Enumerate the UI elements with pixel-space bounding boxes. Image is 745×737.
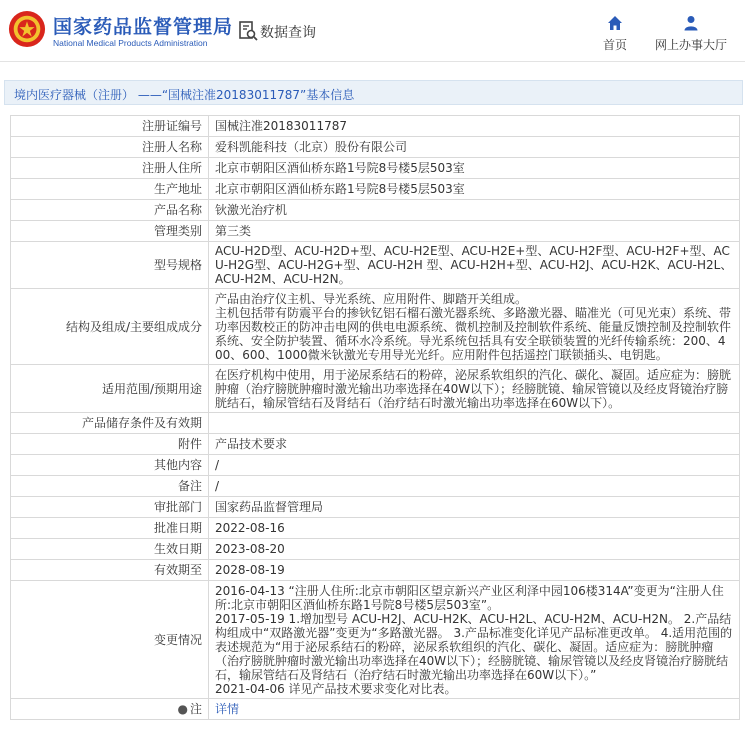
bullet-icon: ●	[177, 702, 188, 716]
table-row	[11, 581, 740, 699]
table-row	[11, 434, 740, 455]
table-row	[11, 289, 740, 365]
nav-online-hall[interactable]	[651, 15, 731, 53]
note-value-cell	[209, 699, 740, 720]
field-label: 产品名称	[11, 200, 209, 221]
note-label: 注	[189, 702, 202, 716]
field-label: 审批部门	[11, 497, 209, 518]
table-row	[11, 539, 740, 560]
field-value: 2022-08-16	[209, 518, 740, 539]
nav-home[interactable]	[595, 15, 635, 53]
home-icon	[607, 15, 623, 31]
table-row	[11, 413, 740, 434]
table-row	[11, 497, 740, 518]
field-value: 第三类	[209, 221, 740, 242]
field-value: 国械注准20183011787	[209, 116, 740, 137]
field-label: 注册人名称	[11, 137, 209, 158]
table-row	[11, 158, 740, 179]
data-query-title: 数据查询	[260, 25, 316, 41]
breadcrumb	[4, 80, 743, 105]
details-link[interactable]: 详情	[215, 702, 240, 716]
field-value: 产品由治疗仪主机、导光系统、应用附件、脚踏开关组成。 主机包括带有防震平台的掺钬钇铝石榴石激光器系统、多路激光器、瞄准光（可见光束）系统、带功率因数校正的防冲击电网的供电电源系统、微机控制及控制软件系统、能量反馈控制及控制软件系统、安全防护装置、循环水冷系统。导光系统包括具有安全联锁装置的光纤传输系统：200、400、600、1000微米钬激光专用导光光纤。应用附件包括遥控门联锁插头、电钥匙。	[209, 289, 740, 365]
field-label: 结构及组成/主要组成成分	[11, 289, 209, 365]
field-value: ACU-H2D型、ACU-H2D+型、ACU-H2E型、ACU-H2E+型、ACU-H2F型、ACU-H2F+型、ACU-H2G型、ACU-H2G+型、ACU-H2H 型、ACU-H2H+型、ACU-H2J、ACU-H2K、ACU-H2L、ACU-H2M、ACU-H2N。	[209, 242, 740, 289]
table-row	[11, 455, 740, 476]
detail-table	[10, 115, 740, 720]
field-value: 2023-08-20	[209, 539, 740, 560]
table-row	[11, 200, 740, 221]
note-label-cell	[11, 699, 209, 720]
field-label: 注册人住所	[11, 158, 209, 179]
field-label: 产品储存条件及有效期	[11, 413, 209, 434]
field-label: 其他内容	[11, 455, 209, 476]
site-title: 国家药品监督管理局	[53, 16, 234, 38]
field-value: 钬激光治疗机	[209, 200, 740, 221]
table-row	[11, 476, 740, 497]
table-row	[11, 518, 740, 539]
field-value: 2016-04-13 “注册人住所:北京市朝阳区望京新兴产业区利泽中园106楼314A”变更为“注册人住所:北京市朝阳区酒仙桥东路1号院8号楼5层503室”。 2017-05-19 1.增加型号 ACU-H2J、ACU-H2K、ACU-H2L、ACU-H2M、ACU-H2N。 2.产品结构组成中“双路激光器”变更为“多路激光器。 3.产品标准变化详见产品标准更改单。 4.适用范围的表述规范为“用于泌尿系结石的粉碎，泌尿系软组织的汽化、碳化、凝固。适应症为：膀胱肿瘤（治疗膀胱肿瘤时激光输出功率选择在40W以下）；经膀胱镜、输尿管镜以及经皮肾镜治疗膀胱结石，输尿管结石及肾结石（治疗结石时激光输出功率选择在60W以下）。” 2021-04-06 详见产品技术要求变化对比表。	[209, 581, 740, 699]
field-label: 注册证编号	[11, 116, 209, 137]
table-row	[11, 560, 740, 581]
field-value: 国家药品监督管理局	[209, 497, 740, 518]
field-value: 北京市朝阳区酒仙桥东路1号院8号楼5层503室	[209, 158, 740, 179]
table-row	[11, 116, 740, 137]
table-row	[11, 242, 740, 289]
table-row	[11, 179, 740, 200]
field-value: /	[209, 455, 740, 476]
table-row	[11, 365, 740, 413]
field-label: 批准日期	[11, 518, 209, 539]
breadcrumb-text: 境内医疗器械（注册） ——“国械注准20183011787”基本信息	[14, 88, 355, 102]
field-label: 适用范围/预期用途	[11, 365, 209, 413]
site-subtitle: National Medical Products Administration	[53, 38, 208, 48]
data-query-icon	[238, 21, 258, 41]
field-value: 2028-08-19	[209, 560, 740, 581]
site-header	[0, 0, 745, 62]
field-label: 附件	[11, 434, 209, 455]
field-label: 生产地址	[11, 179, 209, 200]
table-row	[11, 137, 740, 158]
field-value: 在医疗机构中使用，用于泌尿系结石的粉碎，泌尿系软组织的汽化、碳化、凝固。适应症为：膀胱肿瘤（治疗膀胱肿瘤时激光输出功率选择在40W以下）；经膀胱镜、输尿管镜以及经皮肾镜治疗膀胱结石，输尿管结石及肾结石（治疗结石时激光输出功率选择在60W以下）。	[209, 365, 740, 413]
field-value: /	[209, 476, 740, 497]
field-value: 爱科凯能科技（北京）股份有限公司	[209, 137, 740, 158]
field-label: 变更情况	[11, 581, 209, 699]
emblem-logo-icon	[8, 10, 46, 48]
field-label: 型号规格	[11, 242, 209, 289]
nav-online-hall-label: 网上办事大厅	[654, 38, 727, 52]
nav-home-label: 首页	[602, 38, 627, 52]
field-label: 有效期至	[11, 560, 209, 581]
field-value: 北京市朝阳区酒仙桥东路1号院8号楼5层503室	[209, 179, 740, 200]
field-label: 管理类别	[11, 221, 209, 242]
field-label: 备注	[11, 476, 209, 497]
table-row	[11, 699, 740, 720]
field-value: 产品技术要求	[209, 434, 740, 455]
user-icon	[683, 15, 699, 31]
table-row	[11, 221, 740, 242]
field-value	[209, 413, 740, 434]
field-label: 生效日期	[11, 539, 209, 560]
